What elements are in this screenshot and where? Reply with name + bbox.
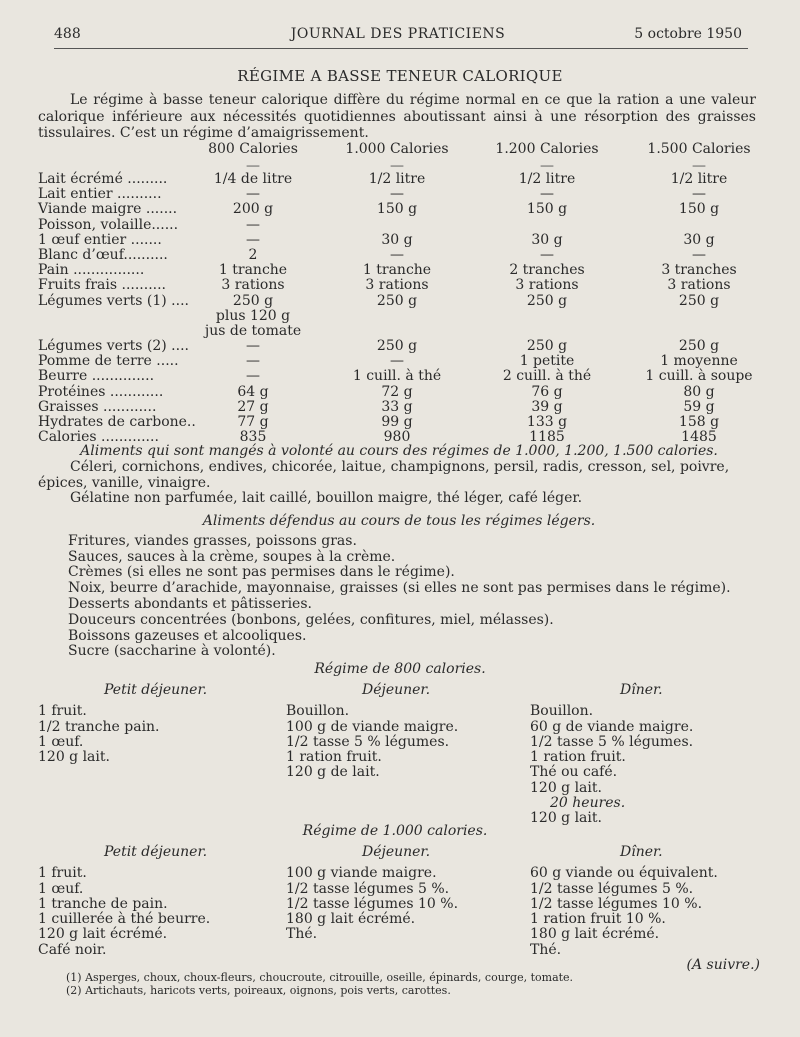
meal-item: 120 g de lait. (286, 764, 380, 781)
to-be-continued: (A suivre.) (686, 957, 760, 973)
table-cell: 3 rations (667, 277, 731, 294)
table-row (38, 263, 768, 278)
table-row (38, 324, 768, 339)
forbidden-foods-line: Desserts abondants et pâtisseries. (68, 595, 312, 612)
table-cell: — (390, 246, 404, 263)
table-cell: — (246, 368, 260, 385)
meal-item: 1 ration fruit. (286, 749, 382, 766)
permitted-foods-line: Céleri, cornichons, endives, chicorée, laitue, champignons, persil, radis, cresson, sel, poivre, épices, vanille, vinaigre. (38, 458, 730, 491)
permitted-foods-section (38, 444, 760, 507)
column-header: 1.200 Calories (495, 141, 599, 157)
meal-item: 1 fruit. (38, 703, 87, 720)
regime-1000-dinner (530, 845, 770, 958)
meal-heading: Déjeuner. (361, 682, 431, 698)
page-number: 488 (54, 26, 81, 42)
table-row (38, 202, 768, 217)
forbidden-foods-title: Aliments défendus au cours de tous les régimes légers. (202, 513, 596, 529)
row-label: Lait entier .......... (38, 186, 162, 203)
row-label: Poisson, volaille...... (38, 216, 179, 233)
meal-heading: Petit déjeuner. (104, 844, 208, 860)
table-cell: 250 g (376, 338, 418, 355)
meal-item: 1 ration fruit 10 %. (530, 911, 666, 928)
meal-heading: Dîner. (620, 844, 663, 860)
table-cell: 150 g (678, 201, 720, 218)
meal-item: Bouillon. (286, 703, 350, 720)
meal-item: 120 g lait. (530, 810, 602, 827)
meal-heading: Dîner. (620, 682, 663, 698)
calorie-table (38, 141, 768, 445)
table-cell: 1 moyenne (660, 353, 738, 370)
column-header: 1.000 Calories (345, 141, 449, 157)
regime-1000-lunch (286, 845, 506, 943)
table-cell: 158 g (678, 414, 720, 430)
row-label: Fruits frais .......... (38, 277, 166, 294)
forbidden-foods-line: Sucre (saccharine à volonté). (68, 643, 276, 660)
table-row (38, 172, 768, 187)
row-label: Pomme de terre ..... (38, 353, 179, 370)
table-cell: 30 g (683, 231, 715, 248)
table-cell: 1 petite (519, 353, 575, 370)
regime-800-breakfast (38, 683, 238, 765)
table-cell: — (246, 353, 260, 370)
table-cell: 250 g (232, 292, 274, 309)
forbidden-foods-section (38, 514, 760, 660)
meal-item: Thé. (286, 926, 318, 943)
journal-name: JOURNAL DES PRATICIENS (290, 26, 506, 42)
meal-item: 20 heures. (550, 795, 626, 812)
meal-item: 180 g lait écrémé. (286, 911, 416, 928)
regime-800-lunch (286, 683, 506, 781)
table-cell: 250 g (376, 292, 418, 309)
table-cell: — (246, 186, 260, 203)
meal-item: 60 g viande ou équivalent. (530, 865, 718, 882)
table-cell: 76 g (531, 383, 563, 400)
column-header: 800 Calories (208, 141, 298, 157)
table-cell: 1185 (529, 429, 565, 446)
table-row (38, 294, 768, 309)
table-cell: 2 tranches (509, 262, 585, 279)
row-label: Calories ............. (38, 429, 159, 446)
table-row (38, 309, 768, 324)
table-row (38, 248, 768, 263)
table-cell: plus 120 g (215, 307, 291, 324)
meal-heading: Petit déjeuner. (104, 682, 208, 698)
issue-date: 5 octobre 1950 (634, 26, 742, 42)
table-row (38, 218, 768, 233)
table-cell: 150 g (526, 201, 568, 218)
table-cell: 250 g (526, 292, 568, 309)
table-cell: 3 rations (221, 277, 285, 294)
table-row (38, 233, 768, 248)
table-cell: 30 g (381, 231, 413, 248)
meal-item: Bouillon. (530, 703, 594, 720)
meal-item: 1 œuf. (38, 733, 84, 750)
meal-item: 1/2 tasse légumes 5 %. (530, 880, 694, 897)
table-cell: jus de tomate (204, 322, 302, 339)
table-cell: — (390, 353, 404, 370)
table-cell: — (390, 186, 404, 203)
header-rule (54, 48, 748, 49)
table-cell: 980 (383, 429, 411, 446)
meal-item: 1/2 tasse 5 % légumes. (286, 733, 450, 750)
regime-1000-breakfast (38, 845, 258, 958)
meal-item: Thé ou café. (530, 764, 618, 781)
table-cell: — (692, 158, 706, 174)
column-header: 1.500 Calories (647, 141, 751, 157)
row-label: Pain ................ (38, 262, 145, 279)
row-label: Protéines ............ (38, 383, 164, 400)
table-cell: 1/4 de litre (213, 171, 293, 187)
meal-item: 120 g lait. (530, 779, 602, 796)
meal-item: 1/2 tasse légumes 5 %. (286, 880, 450, 897)
regime-800-dinner (530, 683, 760, 827)
table-cell: 2 (248, 246, 258, 263)
meal-heading: Déjeuner. (361, 844, 431, 860)
table-cell: — (540, 246, 554, 263)
forbidden-foods-line: Fritures, viandes grasses, poissons gras. (68, 532, 357, 549)
table-cell: 77 g (237, 414, 269, 430)
row-label: Beurre .............. (38, 368, 155, 385)
table-cell: 835 (239, 429, 267, 446)
row-label: Blanc d’œuf.......... (38, 246, 168, 263)
row-label: Viande maigre ....... (38, 201, 178, 218)
table-cell: 250 g (526, 338, 568, 355)
table-cell: 1 cuill. à soupe (645, 368, 753, 385)
table-cell: 1 tranche (362, 262, 432, 279)
meal-item: 1 œuf. (38, 880, 84, 897)
row-label: Lait écrémé ......... (38, 171, 168, 187)
permitted-foods-line: Gélatine non parfumée, lait caillé, bouillon maigre, thé léger, café léger. (70, 490, 583, 507)
table-row (38, 400, 768, 415)
table-cell: — (390, 158, 404, 174)
table-cell: 27 g (237, 398, 269, 415)
meal-item: 1 ration fruit. (530, 749, 626, 766)
table-cell: 30 g (531, 231, 563, 248)
table-cell: 80 g (683, 383, 715, 400)
table-cell: 59 g (683, 398, 715, 415)
table-cell: 150 g (376, 201, 418, 218)
meal-item: Café noir. (38, 941, 107, 958)
footnote: (1) Asperges, choux, choux-fleurs, choucroute, citrouille, oseille, épinards, courge, tomate. (66, 971, 574, 984)
meal-item: 120 g lait. (38, 749, 110, 766)
table-cell: — (540, 158, 554, 174)
meal-item: Thé. (530, 941, 562, 958)
meal-item: 60 g de viande maigre. (530, 718, 694, 735)
forbidden-foods-line: Noix, beurre d’arachide, mayonnaise, graisses (si elles ne sont pas permises dans le régime). (68, 580, 731, 597)
table-cell: 1485 (681, 429, 717, 446)
table-cell: 1 cuill. à thé (352, 368, 442, 385)
footnotes (66, 971, 573, 997)
meal-item: 1 fruit. (38, 865, 87, 882)
table-cell: — (540, 186, 554, 203)
table-cell: — (246, 338, 260, 355)
row-label: 1 œuf entier ....... (38, 231, 162, 248)
forbidden-foods-line: Douceurs concentrées (bonbons, gelées, confitures, miel, mélasses). (68, 611, 554, 628)
table-row (38, 187, 768, 202)
meal-item: 1 tranche de pain. (38, 895, 168, 912)
meal-item: 1/2 tranche pain. (38, 718, 160, 735)
table-cell: 33 g (381, 398, 413, 415)
table-cell: 3 rations (515, 277, 579, 294)
table-cell: 1 tranche (218, 262, 288, 279)
table-cell: 3 rations (365, 277, 429, 294)
article-title: RÉGIME A BASSE TENEUR CALORIQUE (237, 67, 563, 85)
table-cell: 2 cuill. à thé (502, 368, 592, 385)
meal-item: 120 g lait écrémé. (38, 926, 168, 943)
forbidden-foods-line: Crèmes (si elles ne sont pas permises dans le régime). (68, 564, 455, 581)
table-row (38, 339, 768, 354)
table-cell: 64 g (237, 383, 269, 400)
meal-item: 100 g de viande maigre. (286, 718, 459, 735)
intro-paragraph: Le régime à basse teneur calorique diffère du régime normal en ce que la ration a une valeur calorique inférieure aux nécessités quotidiennes aboutissant ainsi à une résorption des graisses tissulaires. C’est un régime d’amaigrissement. (38, 92, 756, 141)
regime-800-title: Régime de 800 calories. (314, 661, 486, 677)
table-cell: 1/2 litre (518, 171, 576, 187)
row-label: Hydrates de carbone.. (38, 414, 196, 430)
table-cell: 1/2 litre (670, 171, 728, 187)
table-cell: 1/2 litre (368, 171, 426, 187)
table-cell: 39 g (531, 398, 563, 415)
table-cell: — (246, 231, 260, 248)
table-cell: — (692, 186, 706, 203)
footnote: (2) Artichauts, haricots verts, poireaux, oignons, pois verts, carottes. (66, 984, 451, 997)
permitted-foods-title: Aliments qui sont mangés à volonté au cours des régimes de 1.000, 1.200, 1.500 calories. (80, 443, 718, 459)
table-cell: — (246, 216, 260, 233)
table-cell: 99 g (381, 414, 413, 430)
row-label: Légumes verts (2) .... (38, 338, 189, 355)
table-cell: 200 g (232, 201, 274, 218)
table-cell: 3 tranches (661, 262, 737, 279)
meal-item: 1 cuillerée à thé beurre. (38, 911, 211, 928)
forbidden-foods-line: Sauces, sauces à la crème, soupes à la crème. (68, 548, 396, 565)
table-cell: 133 g (526, 414, 568, 430)
table-cell: 250 g (678, 338, 720, 355)
meal-item: 1/2 tasse légumes 10 %. (286, 895, 459, 912)
table-cell: — (692, 246, 706, 263)
table-row (38, 278, 768, 293)
table-cell: 250 g (678, 292, 720, 309)
forbidden-foods-line: Boissons gazeuses et alcooliques. (68, 627, 307, 644)
meal-item: 100 g viande maigre. (286, 865, 437, 882)
table-row (38, 415, 768, 430)
row-label: Légumes verts (1) .... (38, 292, 189, 309)
regime-1000-title: Régime de 1.000 calories. (302, 823, 488, 839)
table-cell: — (246, 158, 260, 174)
running-header (54, 26, 742, 44)
table-row (38, 369, 768, 384)
meal-item: 1/2 tasse légumes 10 %. (530, 895, 703, 912)
meal-item: 1/2 tasse 5 % légumes. (530, 733, 694, 750)
table-cell: 72 g (381, 383, 413, 400)
meal-item: 180 g lait écrémé. (530, 926, 660, 943)
row-label: Graisses ............ (38, 398, 157, 415)
table-row (38, 385, 768, 400)
